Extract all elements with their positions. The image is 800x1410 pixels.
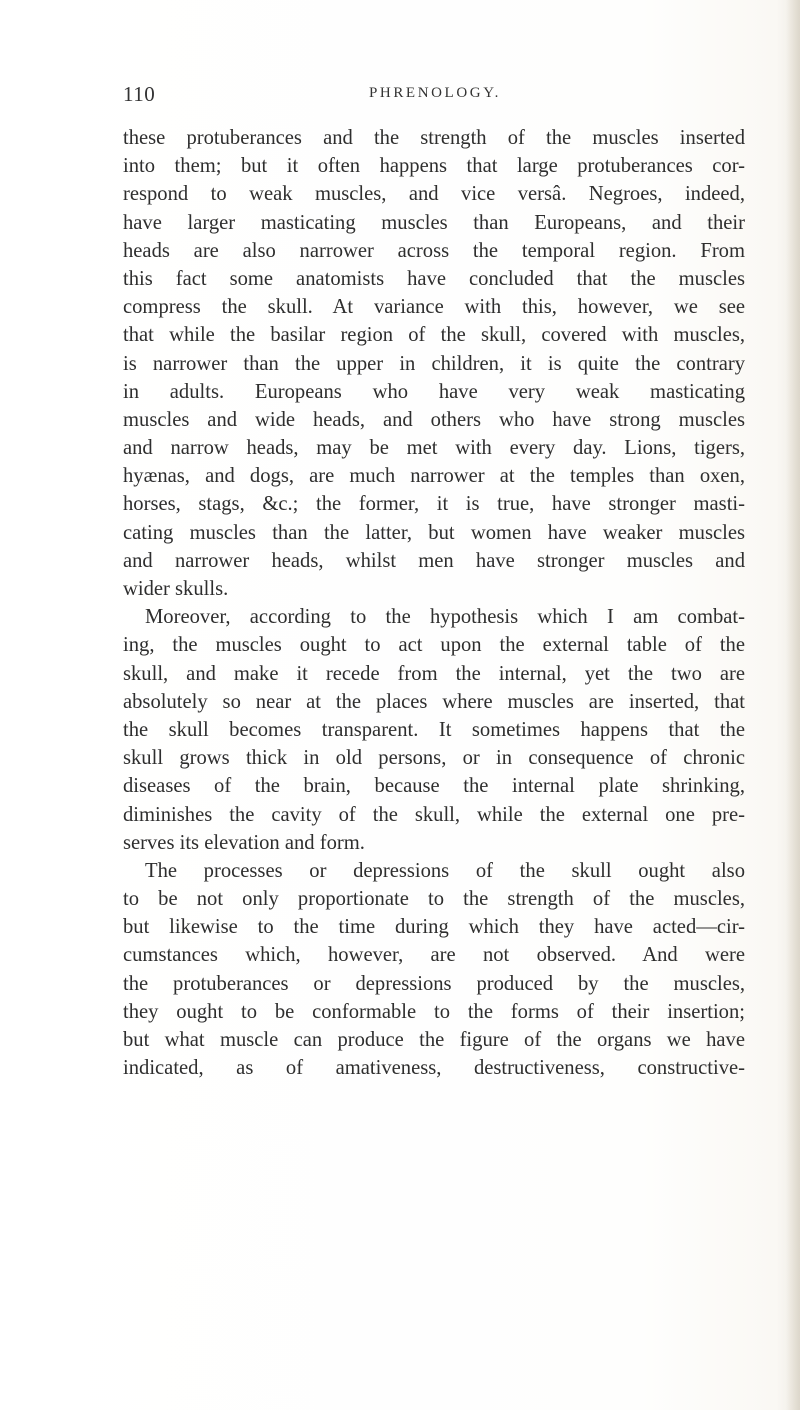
text-line: to be not only proportionate to the strength of the muscles, <box>123 888 745 911</box>
text-line: serves its elevation and form. <box>123 831 365 854</box>
page-header <box>123 82 745 112</box>
text-line: skull grows thick in old persons, or in consequence of chronic <box>123 747 745 770</box>
text-line: diseases of the brain, because the internal plate shrinking, <box>123 775 745 798</box>
text-line: in adults. Europeans who have very weak masticating <box>123 380 745 403</box>
text-line: that while the basilar region of the skull, covered with muscles, <box>123 324 745 347</box>
text-line: have larger masticating muscles than Europeans, and their <box>123 211 745 234</box>
text-line: but likewise to the time during which they have acted—cir- <box>123 916 745 939</box>
text-line: cumstances which, however, are not observed. And were <box>123 944 745 967</box>
text-line: indicated, as of amativeness, destructiveness, constructive- <box>123 1057 745 1080</box>
text-line: these protuberances and the strength of the muscles inserted <box>123 127 745 149</box>
text-line: Moreover, according to the hypothesis which I am combat- <box>145 606 745 629</box>
text-line: ing, the muscles ought to act upon the external table of the <box>123 634 745 657</box>
page-edge-shadow <box>786 0 800 1410</box>
text-line: they ought to be conformable to the forms of their insertion; <box>123 1000 745 1023</box>
text-line: diminishes the cavity of the skull, while the external one pre- <box>123 803 745 826</box>
text-line: the skull becomes transparent. It sometimes happens that the <box>123 718 745 741</box>
text-line: muscles and wide heads, and others who have strong muscles <box>123 408 745 431</box>
text-line: wider skulls. <box>123 578 229 600</box>
text-line: hyænas, and dogs, are much narrower at the temples than oxen, <box>123 465 745 488</box>
text-line: the protuberances or depressions produced by the muscles, <box>123 972 745 995</box>
text-line: respond to weak muscles, and vice versâ. Negroes, indeed, <box>123 183 745 206</box>
body-text <box>123 124 745 1082</box>
text-line: absolutely so near at the places where muscles are inserted, that <box>123 690 745 713</box>
text-line: is narrower than the upper in children, it is quite the contrary <box>123 352 745 375</box>
text-line: skull, and make it recede from the internal, yet the two are <box>123 662 745 685</box>
text-line: into them; but it often happens that large protuberances cor- <box>123 155 745 178</box>
page-number: 110 <box>123 82 156 106</box>
running-head: PHRENOLOGY. <box>368 85 502 101</box>
text-line: and narrow heads, may be met with every day. Lions, tigers, <box>123 437 745 460</box>
text-line: heads are also narrower across the temporal region. From <box>123 239 745 262</box>
text-line: and narrower heads, whilst men have stronger muscles and <box>123 549 745 572</box>
text-line: this fact some anatomists have concluded that the muscles <box>123 267 745 290</box>
text-line: compress the skull. At variance with this, however, we see <box>123 296 745 319</box>
text-line: cating muscles than the latter, but women have weaker muscles <box>123 521 745 544</box>
text-line: but what muscle can produce the figure of the organs we have <box>123 1029 745 1051</box>
text-line: The processes or depressions of the skull ought also <box>145 859 745 882</box>
text-line: horses, stags, &c.; the former, it is true, have stronger masti- <box>123 493 745 516</box>
